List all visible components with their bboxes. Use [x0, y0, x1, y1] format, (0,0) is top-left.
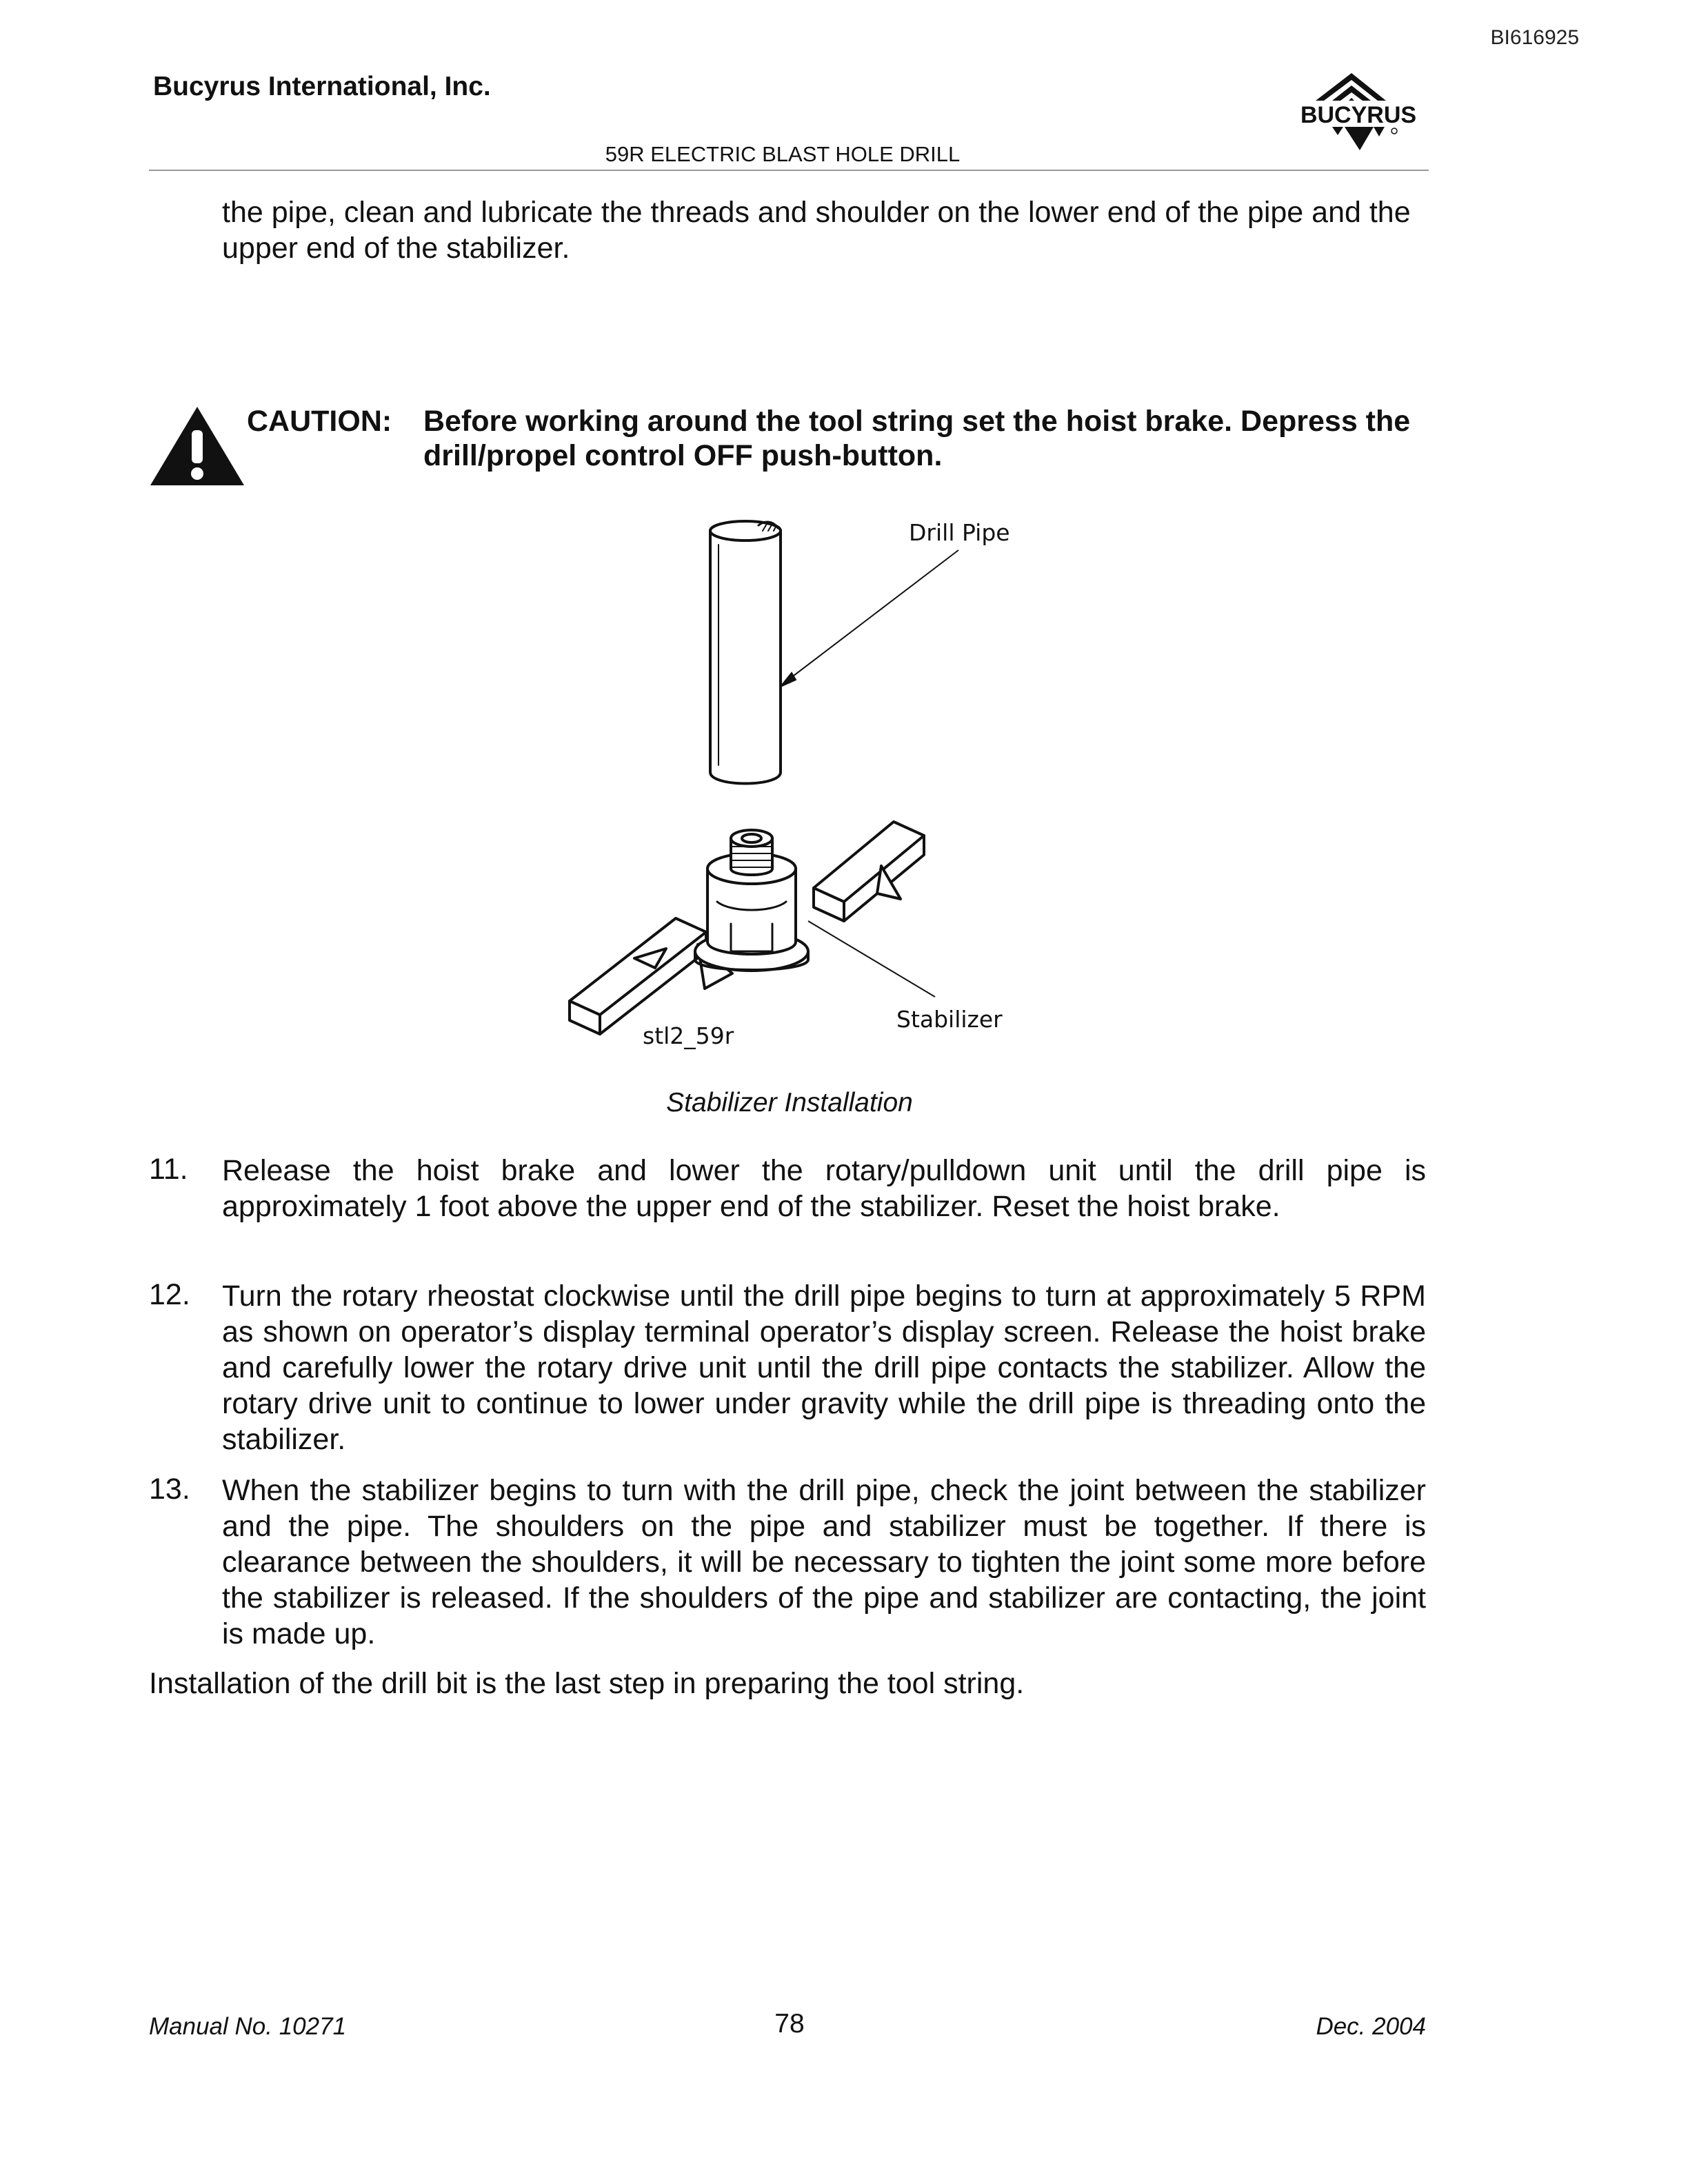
page-number: 78	[774, 2009, 805, 2039]
stabilizer-label: Stabilizer	[896, 1006, 1003, 1033]
step-number: 12.	[149, 1278, 190, 1311]
step-text: When the stabilizer begins to turn with the drill pipe, check the joint between the stabilizer and the pipe. The shoulders on the pipe and stabilizer must be together. If there is clearance between the shoulders, it will be necessary to tighten the joint some more before the stabilizer is released. If the shoulders of the pipe and stabilizer are contacting, the joint is made up.	[222, 1474, 1426, 1650]
caution-warning-icon	[148, 404, 247, 488]
drill-pipe-drawing	[710, 521, 781, 784]
manual-number: Manual No. 10271	[149, 2013, 347, 2040]
running-title: 59R ELECTRIC BLAST HOLE DRILL	[605, 142, 961, 166]
figure-id: stl2_59r	[643, 1022, 734, 1049]
header-rule	[149, 170, 1429, 171]
document-id: BI616925	[1490, 26, 1579, 49]
step-text: Turn the rotary rheostat clockwise until the drill pipe begins to turn at approximately 5 RPM as shown on operator’s display terminal operator’s display screen. Release the hoist brake and carefully lower the rotary drive unit until the drill pipe contacts the stabilizer. Allow the rotary drive unit to continue to lower under gravity while the drill pipe is threading onto the stabilizer.	[222, 1280, 1426, 1456]
figure-caption: Stabilizer Installation	[666, 1088, 913, 1118]
caution-label: CAUTION:	[247, 405, 392, 438]
closing-paragraph: Installation of the drill bit is the last step in preparing the tool string.	[149, 1667, 1025, 1700]
caution-text: Before working around the tool string set the hoist brake. Depress the drill/propel control OFF push-button.	[423, 405, 1411, 472]
step-number: 13.	[149, 1473, 190, 1506]
drill-pipe-label: Drill Pipe	[909, 519, 1010, 546]
company-name: Bucyrus International, Inc.	[153, 72, 491, 101]
publication-date: Dec. 2004	[1316, 2013, 1426, 2040]
logo-text: BUCYRUS	[1300, 102, 1417, 128]
step-number: 11.	[149, 1153, 188, 1186]
stabilizer-drawing	[570, 822, 924, 1034]
step-text: Release the hoist brake and lower the rotary/pulldown unit until the drill pipe is approximately 1 foot above the upper end of the stabilizer. Reset the hoist brake.	[222, 1154, 1426, 1223]
continuation-paragraph: the pipe, clean and lubricate the threads and shoulder on the lower end of the pipe and the upper end of the stabilizer.	[222, 196, 1411, 265]
drill-pipe-leader-line	[785, 550, 958, 682]
stabilizer-installation-figure	[524, 510, 1048, 1075]
stabilizer-leader-line	[808, 921, 935, 997]
